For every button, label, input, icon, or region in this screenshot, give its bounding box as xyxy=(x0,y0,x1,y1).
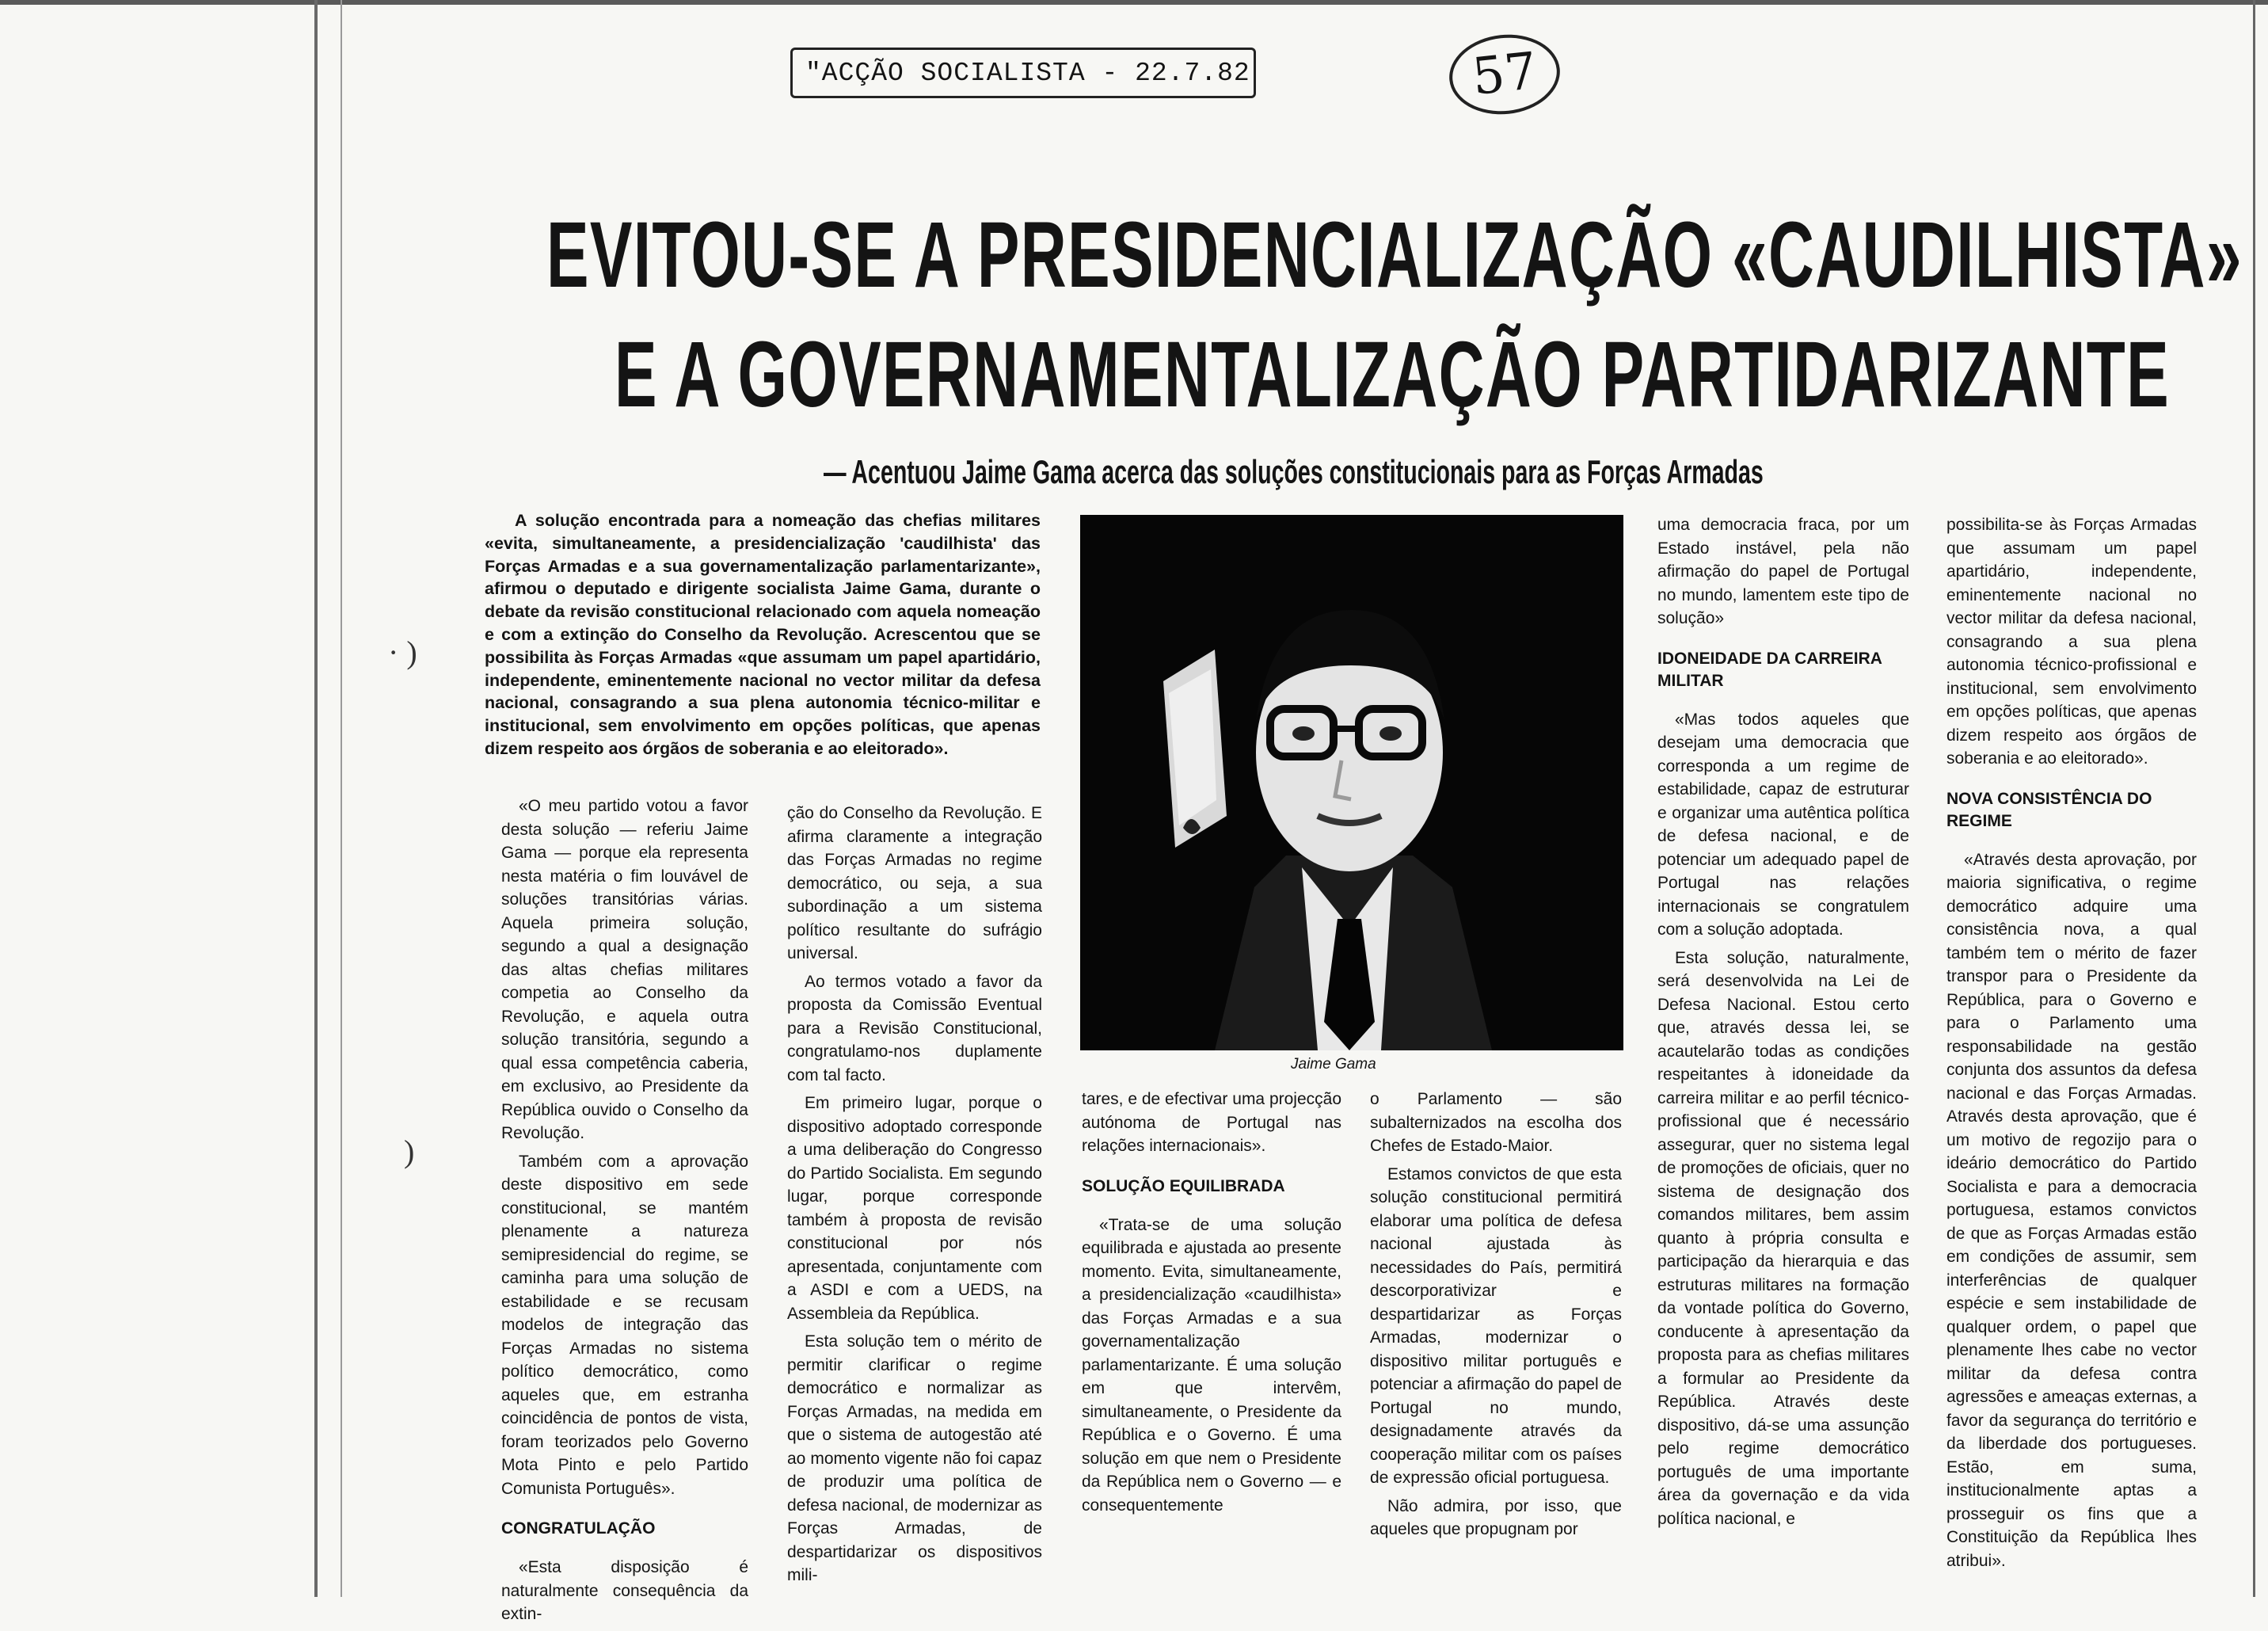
col1-paragraph-2: Também com a aprovação deste dispositivo em sede constitucional, se mantém plenamente a natureza semipresidencial do regime, se caminha para uma solução de estabilidade e se recusam modelos de integração das Forças Armadas no sistema político democrático, como aqueles que, em estranha coincidência de pontos de vista, foram teorizados pelo Governo Mota Pinto e pelo Partido Comunista Português». xyxy=(501,1152,748,1498)
col5-paragraph-2: «Mas todos aqueles que desejam uma democracia que corresponda a um regime de estabilidade, capaz de estruturar e organizar uma autêntica política de defesa nacional, e de potenciar um adequado papel de Portugal nas relações internacionais se congratulem com a solução adoptada. xyxy=(1657,710,1909,939)
article-column-1 xyxy=(501,795,748,1631)
col2-paragraph-2: Ao termos votado a favor da proposta da Comissão Eventual para a Revisão Constitucional, congratulamo-nos duplamente com tal facto. xyxy=(787,972,1042,1084)
col4-paragraph-2: Estamos convictos de que esta solução constitucional permitirá elaborar uma política de defesa nacional ajustada às necessidades do País, permitirá descorporativizar e despartidarizar as Forças Armadas, modernizar o dispositivo militar português e potenciar a afirmação do papel de Portugal no mundo, designadamente através da cooperação militar com os países de expressão oficial portuguesa. xyxy=(1370,1164,1622,1487)
col4-paragraph-3: Não admira, por isso, que aqueles que propugnam por xyxy=(1370,1496,1622,1538)
col3-paragraph-1: tares, e de efectivar uma projecção autónoma de Portugal nas relações internacionais». xyxy=(1082,1090,1342,1155)
article-column-4 xyxy=(1370,1088,1622,1546)
handwritten-page-number: 57 xyxy=(1445,29,1564,120)
article-column-2 xyxy=(787,802,1042,1592)
section-heading-congratulacao: CONGRATULAÇÃO xyxy=(501,1519,656,1538)
col2-paragraph-4: Esta solução tem o mérito de permitir clarificar o regime democrático e normalizar as Forças Armadas, na medida em que o sistema de autogestão até ao momento vigente não foi capaz de produzir uma política de defesa nacional, de modernizar as Forças Armadas, de despartidarizar os dispositivos mili- xyxy=(787,1332,1042,1584)
col2-paragraph-1: ção do Conselho da Revolução. E afirma claramente a integração das Forças Armadas no regime democrático, ou seja, a sua subordinação a um sistema político resultante do sufrágio universal. xyxy=(787,804,1042,962)
subheadline: — Acentuou Jaime Gama acerca das soluções constitucionais para as Forças Armadas xyxy=(824,453,1764,490)
article-column-3 xyxy=(1082,1088,1341,1522)
source-clipping-label xyxy=(790,48,1256,98)
lead-text: A solução encontrada para a nomeação das chefias militares «evita, simultaneamente, a presidencialização 'caudilhista' das Forças Armadas e a sua governamentalização parlamentarizante», afirmou o deputado e dirigente socialista Jaime Gama, durante o debate da revisão constitucional relacionado com aquela nomeação e com a extinção do Conselho da Revolução. Acrescentou que se possibilita às Forças Armadas «que assumam um papel apartidário, independente, eminentemente nacional no vector militar da defesa nacional, consagrando a sua plena autonomia técnico-militar e institucional, sem envolvimento em opções políticas, que apenas dizem respeito aos órgãos de soberania e ao eleitorado». xyxy=(485,511,1041,758)
binder-mark-bottom: ) xyxy=(404,1134,415,1169)
col1-paragraph-3: «Esta disposição é naturalmente consequência da extin- xyxy=(501,1558,748,1623)
portrait-illustration xyxy=(1080,515,1623,1050)
col2-paragraph-3: Em primeiro lugar, porque o dispositivo adoptado corresponde a uma deliberação do Congresso do Partido Socialista. Em segundo lugar, porque corresponde também à proposta de revisão constitucional por nós apresentada, conjuntamente com a ASDI e com a UEDS, na Assembleia da República. xyxy=(787,1094,1042,1323)
col6-paragraph-2: «Através desta aprovação, por maioria significativa, o regime democrático adquire uma consistência nova, a qual também tem o mérito de fazer transpor para o Presidente da República, para o Governo e para o Parlamento uma responsabilidade na gestão conjunta dos assuntos da defesa nacional e das Forças Armadas. Através desta aprovação, que é um motivo de regozijo para o ideário democrático do Partido Socialista e para a democracia portuguesa, estamos convictos de que as Forças Armadas estão em condições de assumir, sem interferências de qualquer espécie e sem instabilidade de qualquer ordem, o papel que plenamente lhes cabe no vector militar da defesa contra agressões e ameaças externas, a favor da segurança do território e da liberdade dos portugueses. Estão, em suma, institucionalmente aptas a prosseguir os fins que a Constituição da República lhes atribui». xyxy=(1946,850,2197,1570)
col1-paragraph-1: «O meu partido votou a favor desta solução — referiu Jaime Gama — porque ela representa nesta matéria o fim louvável de soluções transitórias várias. Aquela primeira solução, segundo a qual a designação das altas chefias militares competia ao Conselho da Revolução, e aquela outra solução transitória, segundo a qual essa competência caberia, em exclusivo, ao Presidente da República ouvido o Conselho da Revolução. xyxy=(501,797,748,1142)
col5-paragraph-1: uma democracia fraca, por um Estado instável, pela não afirmação do papel de Portugal no mundo, lamentem este tipo de solução» xyxy=(1657,516,1909,627)
scan-right-edge xyxy=(2253,0,2255,1597)
section-heading-idoneidade: IDONEIDADE DA CARREIRA MILITAR xyxy=(1657,649,1882,690)
article-column-6 xyxy=(1946,513,2197,1577)
section-heading-solucao-equilibrada: SOLUÇÃO EQUILIBRADA xyxy=(1082,1176,1285,1195)
source-label-text: "ACÇÃO SOCIALISTA - 22.7.82 xyxy=(805,58,1250,88)
article-column-5 xyxy=(1657,513,1909,1535)
photo-caption: Jaime Gama xyxy=(1291,1056,1376,1073)
col5-paragraph-3: Esta solução, naturalmente, será desenvolvida na Lei de Defesa Nacional. Estou certo que, através dessa lei, se acautelarão todas as condições respeitantes à idoneidade da carreira militar e ao perfil técnico-profissional que é necessário assegurar, quer no sistema legal de promoções de oficiais, quer no sistema de designação dos comandos militares, bem assim quanto à própria consulta e participação da hierarquia e das estruturas militares na formação da vontade política do Governo, conducente à apresentação da proposta para as chefias militares a formular ao Presidente da República. Através deste dispositivo, dá-se uma assunção pelo regime democrático português de uma importante área da governação e da vida política nacional, e xyxy=(1657,948,1909,1528)
section-heading-nova-consistencia: NOVA CONSISTÊNCIA DO REGIME xyxy=(1946,789,2152,830)
portrait-photo-jaime-gama xyxy=(1080,515,1623,1050)
lead-paragraph xyxy=(485,509,1041,760)
col6-paragraph-1: possibilita-se às Forças Armadas que assumam um papel apartidário, independente, eminentemente nacional no vector militar da defesa nacional, consagrando a sua plena autonomia técnico-profissional e institucional, sem envolvimento em opções políticas, que apenas dizem respeito aos órgãos de soberania e ao eleitorado». xyxy=(1946,516,2197,768)
headline-line-2: E A GOVERNAMENTALIZAÇÃO PARTIDARIZANTE xyxy=(615,322,2171,427)
scan-margin-line-inner xyxy=(341,0,342,1597)
scan-margin-line xyxy=(314,0,318,1597)
col4-paragraph-1: o Parlamento — são subalternizados na escolha dos Chefes de Estado-Maior. xyxy=(1370,1090,1622,1155)
col3-paragraph-2: «Trata-se de uma solução equilibrada e ajustada ao presente momento. Evita, simultaneamente, a presidencialização «caudilhista» das Forças Armadas e a sua governamentalização parlamentarizante. É uma solução em que intervêm, simultaneamente, o Presidente da República e o Governo. É uma solução em que nem o Presidente da República nem o Governo — e consequentemente xyxy=(1082,1215,1341,1515)
headline-line-1: EVITOU-SE A PRESIDENCIALIZAÇÃO «CAUDILHISTA» xyxy=(546,203,2243,307)
binder-mark-top: · ) xyxy=(388,634,417,670)
